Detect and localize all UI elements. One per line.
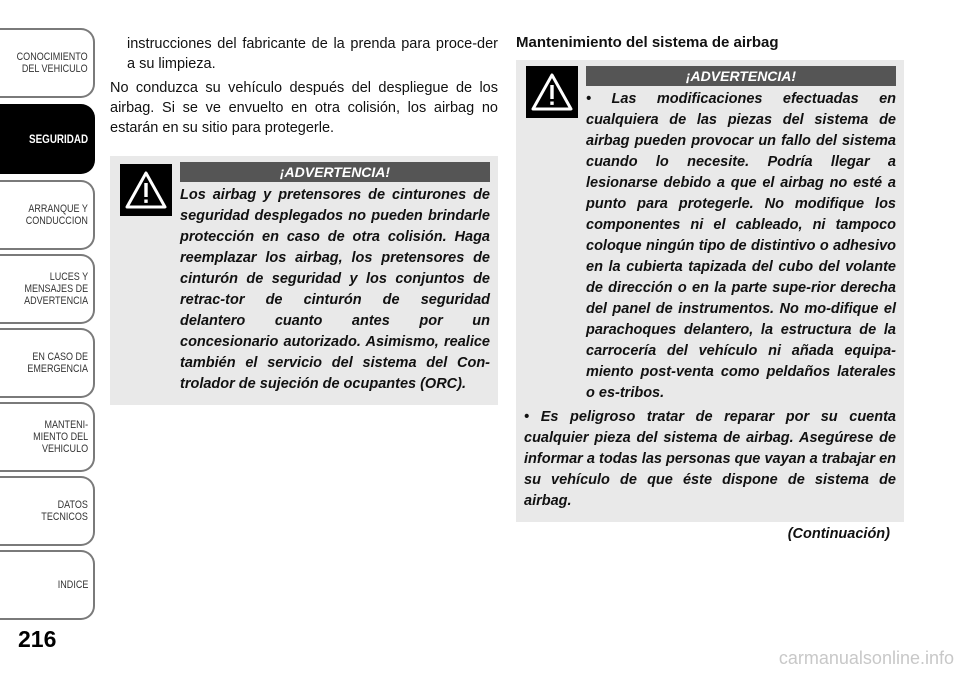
tab-mantenimiento[interactable]	[0, 402, 95, 472]
tab-datos[interactable]	[0, 476, 95, 546]
tab-label: INDICE	[57, 579, 89, 591]
tab-label: SEGURIDAD	[29, 132, 89, 146]
continued-text: instrucciones del fabricante de la prenda para proce-der a su limpieza.	[127, 36, 498, 72]
deployment-paragraph: No conduzca su vehículo después del despliegue de los airbag. Si se ve envuelto en otra colisión, los airbag no estarán en su sitio para protegerle.	[110, 80, 498, 136]
warning-triangle-icon	[526, 66, 578, 118]
page-number: 216	[18, 626, 57, 652]
continued-label: (Continuación)	[787, 526, 890, 542]
watermark: carmanualsonline.info	[778, 648, 954, 668]
tab-emergencia[interactable]	[0, 328, 95, 398]
tab-luces[interactable]	[0, 254, 95, 324]
warning-header: ¡ADVERTENCIA!	[180, 162, 490, 182]
right-column	[516, 34, 904, 542]
left-column	[110, 34, 498, 405]
tab-label: EN CASO DE EMERGENCIA	[27, 351, 89, 375]
tab-label: CONOCIMIENTO DEL VEHICULO	[17, 51, 89, 75]
tab-label: LUCES Y MENSAJES DE ADVERTENCIA	[24, 271, 89, 307]
tab-arranque[interactable]	[0, 180, 95, 250]
tab-conocimiento[interactable]	[0, 28, 95, 98]
tab-indice[interactable]	[0, 550, 95, 620]
tab-label: DATOS TECNICOS	[41, 499, 89, 523]
warning-text: Los airbag y pretensores de cinturones de seguridad desplegados no pueden brindarle protección en caso de otra colisión. Haga reemplazar los airbag, los pretensores de cinturón de seguridad y los conjuntos de retrac-tor de cinturón de seguridad delantero cuanto antes por un concesionario autorizado. Asimismo, realice también el servicio del sistema del Con-trolador de sujeción de ocupantes (ORC).	[180, 187, 490, 392]
warning-box	[516, 60, 904, 522]
tab-label: MANTENI- MIENTO DEL VEHICULO	[33, 419, 89, 455]
tab-label: ARRANQUE Y CONDUCCION	[25, 203, 89, 227]
tab-seguridad[interactable]	[0, 104, 95, 174]
warning-triangle-icon	[120, 164, 172, 216]
warning-header: ¡ADVERTENCIA!	[586, 66, 896, 86]
warning-box	[110, 156, 498, 405]
section-title: Mantenimiento del sistema de airbag	[516, 34, 779, 51]
warning-bullet: • Es peligroso tratar de reparar por su cuenta cualquier pieza del sistema de airbag. Asegúrese de informar a todas las personas que vayan a trabajar en su vehículo de que éste dispone de sistema de airbag.	[524, 409, 896, 509]
warning-bullet: • Las modificaciones efectuadas en cualquiera de las piezas del sistema de airbag pueden provocar un fallo del sistema cuando lo necesite. Podría llegar a lesionarse debido a que el airbag no esté a punto para protegerle. No modifique los componentes ni el cableado, ni tampoco coloque ningún tipo de distintivo o adhesivo en la cubierta tapizada del cubo del volante de dirección o en la parte supe-rior derecha del panel de instrumentos. No mo-difique el parachoques delantero, la estructura de la carrocería del vehículo ni añada equipa-miento post-venta como peldaños laterales o es-tribos.	[586, 91, 896, 401]
